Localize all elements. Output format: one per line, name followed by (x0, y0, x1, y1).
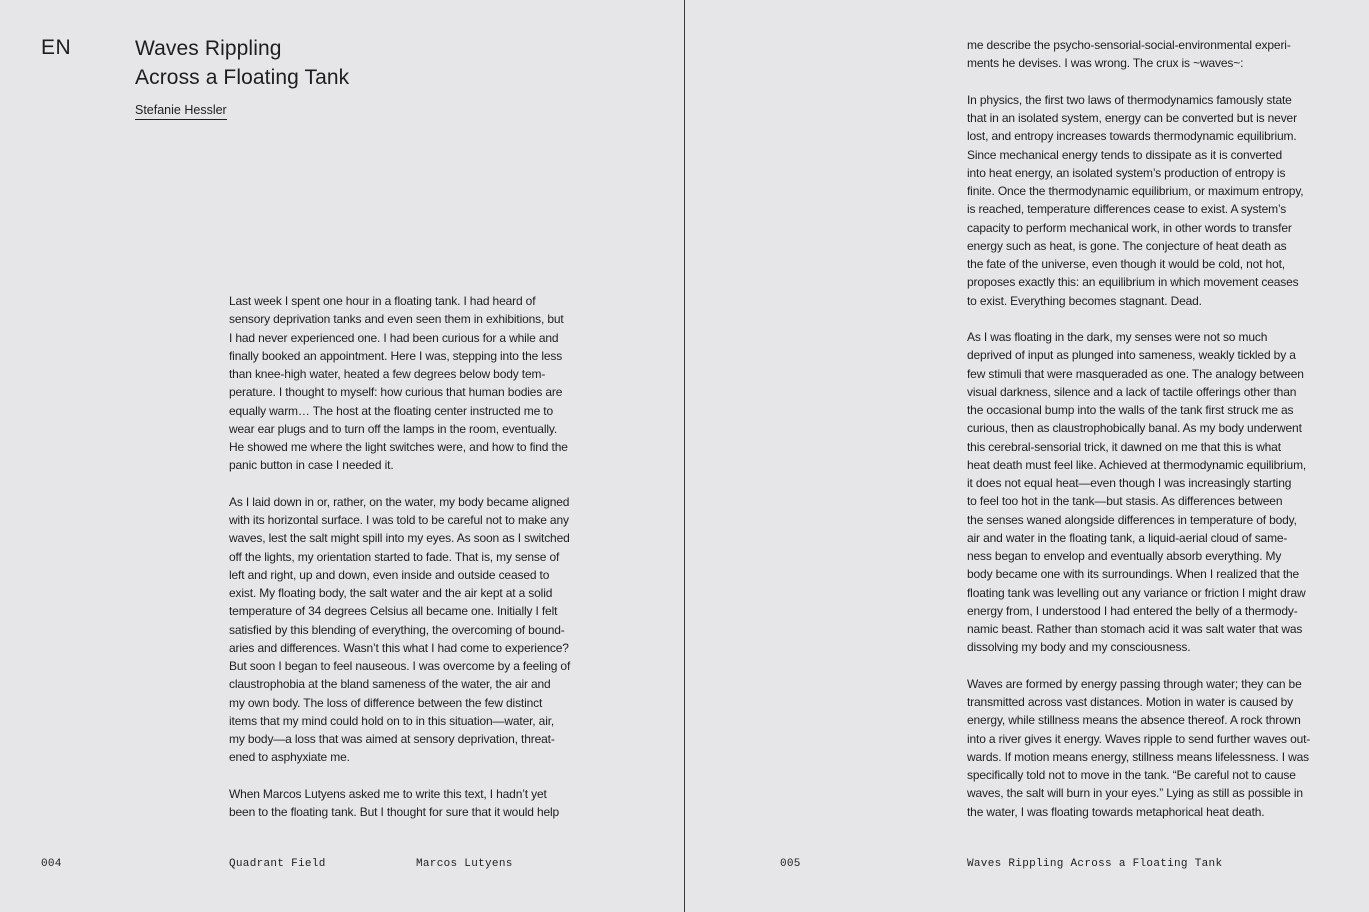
text-line: waves, lest the salt might spill into my eyes. As soon as I switched (229, 531, 570, 546)
text-line: with its horizontal surface. I was told to be careful not to make any (229, 513, 569, 527)
text-line: this cerebral-sensorial trick, it dawned on me that this is what (967, 439, 1281, 454)
text-line: it does not equal heat—even though I was increasingly starting (967, 476, 1292, 490)
text-line: waves, the salt will burn in your eyes.” Lying as still as possible in (967, 786, 1303, 801)
text-line: ments he devises. I was wrong. The crux is ~waves~: (967, 56, 1244, 71)
text-line: capacity to perform mechanical work, in other words to transfer (967, 220, 1292, 235)
paragraph (967, 91, 1347, 310)
text-line: is reached, temperature differences cease to exist. A system’s (967, 202, 1287, 217)
text-line: to exist. Everything becomes stagnant. Dead. (967, 293, 1202, 308)
text-line: energy such as heat, is gone. The conjecture of heat death as (967, 238, 1287, 253)
text-line: Since mechanical energy tends to dissipate as it is converted (967, 147, 1283, 162)
text-line: exist. My floating body, the salt water and the air kept at a solid (229, 586, 553, 600)
paragraph (229, 292, 599, 475)
text-line: into heat energy, an isolated system’s production of entropy is (967, 165, 1286, 180)
article-title (135, 34, 349, 92)
text-line: sensory deprivation tanks and even seen them in exhibitions, but (229, 312, 564, 327)
right-page (685, 0, 1369, 912)
text-line: my body—a loss that was aimed at sensory deprivation, threat- (229, 732, 555, 746)
text-line: As I laid down in or, rather, on the water, my body became aligned (229, 494, 570, 509)
text-line: heat death must feel like. Achieved at thermodynamic equilibrium, (967, 457, 1307, 472)
text-line: perature. I thought to myself: how curious that human bodies are (229, 385, 563, 400)
paragraph (967, 328, 1347, 657)
text-line: few stimuli that were masqueraded as one. The analogy between (967, 366, 1304, 381)
footer-section: Quadrant Field (229, 858, 326, 870)
title-line: Waves Rippling (135, 37, 282, 60)
text-line: wards. If motion means energy, stillness means lifelessness. I was (967, 749, 1310, 764)
footer-running-title: Waves Rippling Across a Floating Tank (967, 858, 1223, 870)
text-line: When Marcos Lutyens asked me to write this text, I hadn’t yet (229, 786, 547, 801)
text-line: my own body. The loss of difference between the few distinct (229, 695, 543, 710)
text-line: proposes exactly this: an equilibrium in which movement ceases (967, 275, 1299, 290)
left-body-text (229, 292, 599, 840)
text-line: aries and differences. Wasn’t this what I had come to experience? (229, 640, 569, 655)
text-line: temperature of 34 degrees Celsius all became one. Initially I felt (229, 604, 558, 619)
text-line: transmitted across vast distances. Motion in water is caused by (967, 695, 1294, 709)
text-line: the water, I was floating towards metaphorical heat death. (967, 804, 1265, 819)
text-line: ness began to envelop and eventually absorb everything. My (967, 549, 1282, 563)
text-line: than knee-high water, heated a few degrees below body tem- (229, 367, 546, 381)
text-line: items that my mind could hold on to in this situation—water, air, (229, 713, 555, 728)
paragraph (229, 785, 599, 822)
text-line: lost, and entropy increases towards thermodynamic equilibrium. (967, 129, 1297, 144)
text-line: the fate of the universe, even though it would be cold, not hot, (967, 257, 1285, 271)
text-line: energy from, I understood I had entered the belly of a thermody- (967, 603, 1298, 618)
page-number: 004 (41, 858, 62, 870)
text-line: I had never experienced one. I had been curious for a while and (229, 330, 559, 345)
text-line: left and right, up and down, even inside and outside ceased to (229, 567, 550, 582)
text-line: claustrophobia at the bland sameness of the water, the air and (229, 677, 551, 692)
text-line: In physics, the first two laws of thermodynamics famously state (967, 92, 1292, 107)
text-line: namic beast. Rather than stomach acid it was salt water that was (967, 622, 1303, 636)
text-line: satisfied by this blending of everything, the overcoming of bound- (229, 622, 565, 637)
text-line: the occasional bump into the walls of the tank first struck me as (967, 403, 1294, 417)
text-line: curious, then as claustrophobically banal. As my body underwent (967, 421, 1302, 436)
text-line: finally booked an appointment. Here I was, stepping into the less (229, 348, 563, 363)
author-name: Stefanie Hessler (135, 102, 227, 120)
text-line: energy, while stillness means the absence thereof. A rock thrown (967, 713, 1301, 728)
text-line: to feel too hot in the tank—but stasis. As differences between (967, 494, 1283, 509)
text-line: that in an isolated system, energy can be converted but is never (967, 111, 1297, 125)
footer-artist: Marcos Lutyens (416, 858, 513, 870)
text-line: wear ear plugs and to turn off the lamps in the room, eventually. (229, 421, 557, 436)
text-line: body became one with its surroundings. When I realized that the (967, 567, 1300, 582)
text-line: specifically told not to move in the tank. “Be careful not to cause (967, 768, 1296, 782)
text-line: But soon I began to feel nauseous. I was overcome by a feeling of (229, 659, 571, 673)
text-line: ened to asphyxiate me. (229, 750, 350, 765)
text-line: off the lights, my orientation started to fade. That is, my sense of (229, 549, 560, 564)
text-line: me describe the psycho-sensorial-social-environmental experi- (967, 38, 1291, 52)
language-label: EN (41, 36, 72, 59)
paragraph (967, 36, 1347, 73)
text-line: visual darkness, silence and a lack of tactile offerings other than (967, 384, 1297, 399)
text-line: the senses waned alongside differences in temperature of body, (967, 512, 1297, 527)
left-page (0, 0, 684, 912)
paragraph (229, 493, 599, 767)
text-line: He showed me where the light switches were, and how to find the (229, 440, 568, 454)
text-line: finite. Once the thermodynamic equilibrium, or maximum entropy, (967, 184, 1304, 198)
text-line: into a river gives it energy. Waves ripple to send further waves out- (967, 731, 1311, 746)
text-line: floating tank was levelling out any variance or friction I might draw (967, 585, 1306, 600)
title-line: Across a Floating Tank (135, 66, 350, 89)
paragraph (967, 675, 1347, 821)
page-number: 005 (780, 858, 801, 870)
text-line: equally warm… The host at the floating center instructed me to (229, 403, 553, 418)
text-line: air and water in the floating tank, a liquid-aerial cloud of same- (967, 530, 1288, 545)
text-line: Last week I spent one hour in a floating tank. I had heard of (229, 294, 536, 308)
text-line: panic button in case I needed it. (229, 458, 394, 473)
text-line: Waves are formed by energy passing through water; they can be (967, 676, 1302, 691)
text-line: dissolving my body and my consciousness. (967, 640, 1191, 655)
text-line: been to the floating tank. But I thought for sure that it would help (229, 805, 560, 819)
right-body-text (967, 36, 1347, 839)
text-line: As I was floating in the dark, my senses were not so much (967, 330, 1268, 344)
text-line: deprived of input as plunged into sameness, weakly tickled by a (967, 348, 1296, 363)
